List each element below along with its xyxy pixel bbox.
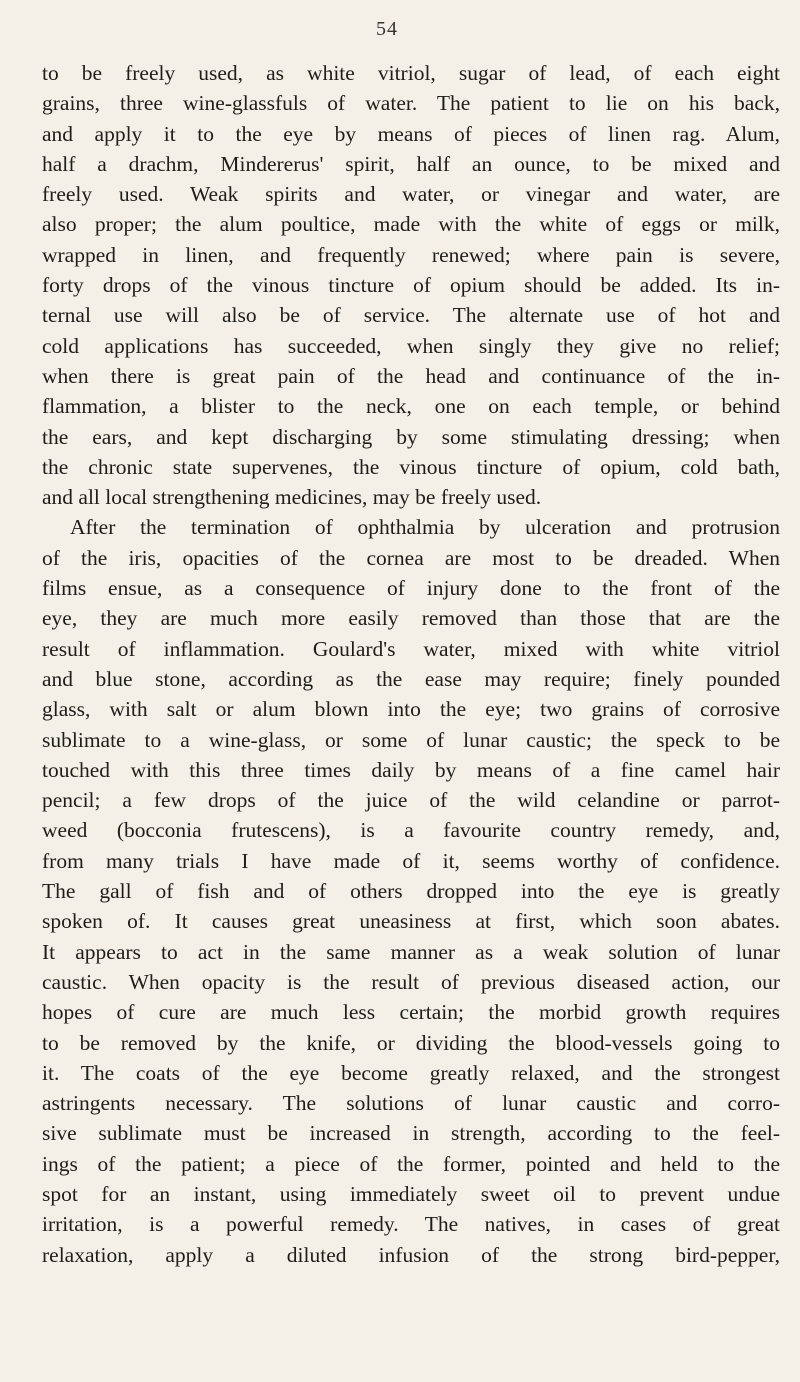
paragraph-start-line: After the termination of ophthalmia by ulceration and protrusion bbox=[70, 515, 780, 540]
text-line: and all local strengthening medicines, may be freely used. bbox=[42, 485, 542, 510]
text-line: to be freely used, as white vitriol, sugar of lead, of each eight bbox=[42, 61, 780, 85]
text-line: wrapped in linen, and frequently renewed; where pain is severe, bbox=[42, 242, 780, 267]
text-line: spot for an instant, using immediately sweet oil to prevent undue bbox=[42, 1181, 780, 1206]
text-line: spoken of. It causes great uneasiness at first, which soon abates. bbox=[42, 909, 780, 934]
text-line: the ears, and kept discharging by some stimulating dressing; when bbox=[42, 424, 780, 449]
text-line: irritation, is a powerful remedy. The natives, in cases of great bbox=[42, 1212, 780, 1237]
text-line: hopes of cure are much less certain; the morbid growth requires bbox=[42, 1000, 780, 1025]
text-line: the chronic state supervenes, the vinous tincture of opium, cold bath, bbox=[42, 454, 780, 479]
text-line: pencil; a few drops of the juice of the wild celandine or parrot- bbox=[42, 788, 780, 813]
page-number: 54 bbox=[376, 18, 398, 40]
text-line: sublimate to a wine-glass, or some of lunar caustic; the speck to be bbox=[42, 727, 780, 752]
text-line: ings of the patient; a piece of the former, pointed and held to the bbox=[42, 1151, 780, 1176]
text-line: and apply it to the eye by means of pieces of linen rag. Alum, bbox=[42, 121, 780, 146]
text-line: result of inflammation. Goulard's water, mixed with white vitriol bbox=[42, 636, 780, 661]
text-line: caustic. When opacity is the result of previous diseased action, our bbox=[42, 969, 780, 994]
text-line: it. The coats of the eye become greatly relaxed, and the strongest bbox=[42, 1060, 780, 1085]
text-line: ternal use will also be of service. The alternate use of hot and bbox=[42, 303, 780, 328]
text-line: glass, with salt or alum blown into the eye; two grains of corrosive bbox=[42, 697, 780, 722]
text-line: astringents necessary. The solutions of lunar caustic and corro- bbox=[42, 1091, 780, 1116]
text-line: when there is great pain of the head and continuance of the in- bbox=[42, 363, 780, 388]
text-line: grains, three wine-glassfuls of water. The patient to lie on his back, bbox=[42, 91, 780, 116]
text-line: of the iris, opacities of the cornea are most to be dreaded. When bbox=[42, 545, 780, 570]
text-line: touched with this three times daily by means of a fine camel hair bbox=[42, 757, 780, 782]
text-line: weed (bocconia frutescens), is a favourite country remedy, and, bbox=[42, 818, 780, 843]
text-line: also proper; the alum poultice, made with the white of eggs or milk, bbox=[42, 212, 780, 237]
body-text bbox=[42, 58, 780, 1270]
text-line: It appears to act in the same manner as a weak solution of lunar bbox=[42, 939, 780, 964]
text-line: eye, they are much more easily removed than those that are the bbox=[42, 606, 780, 631]
text-line: cold applications has succeeded, when singly they give no relief; bbox=[42, 333, 780, 358]
text-line: from many trials I have made of it, seems worthy of confidence. bbox=[42, 848, 780, 873]
text-line: flammation, a blister to the neck, one on each temple, or behind bbox=[42, 394, 780, 419]
text-line: The gall of fish and of others dropped into the eye is greatly bbox=[42, 879, 780, 904]
text-line: relaxation, apply a diluted infusion of the strong bird-pepper, bbox=[42, 1242, 780, 1267]
text-line: half a drachm, Mindererus' spirit, half an ounce, to be mixed and bbox=[42, 151, 780, 176]
text-line: to be removed by the knife, or dividing the blood-vessels going to bbox=[42, 1030, 780, 1055]
text-line: sive sublimate must be increased in strength, according to the feel- bbox=[42, 1121, 780, 1146]
text-line: and blue stone, according as the ease may require; finely pounded bbox=[42, 666, 780, 691]
text-line: films ensue, as a consequence of injury done to the front of the bbox=[42, 576, 780, 601]
text-line: forty drops of the vinous tincture of opium should be added. Its in- bbox=[42, 273, 780, 298]
text-line: freely used. Weak spirits and water, or vinegar and water, are bbox=[42, 182, 780, 207]
